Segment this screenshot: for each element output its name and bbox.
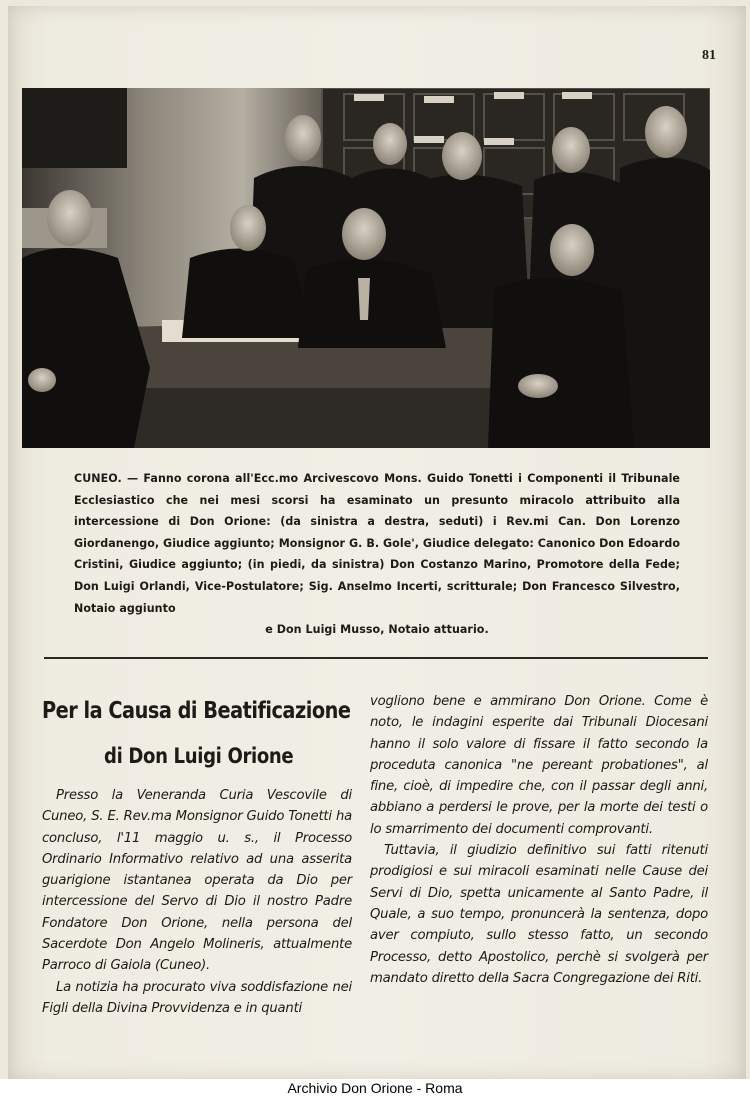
article-paragraph: Tuttavia, il giudizio definitivo sui fatti ritenuti prodigiosi e sui miracoli esaminati nelle Cause dei Servi di Dio, spetta unicamente al Santo Padre, il Quale, a suo tempo, pronuncerà la sentenza, dopo aver compiuto, sullo stesso fatto, un secondo Processo, detto Apostolico, perchè si svolgerà per mandato diretto della Sacra Congregazione dei Riti. bbox=[370, 843, 708, 986]
caption-body: CUNEO. — Fanno corona all'Ecc.mo Arcivescovo Mons. Guido Tonetti i Componenti il Tribunale Ecclesiastico che nei mesi scorsi ha esaminato un presunto miracolo attribuito alla intercessione di Don Orione: (da sinistra a destra, seduti) i Rev.mi Can. Don Lorenzo Giordanengo, Giudice aggiunto; Monsignor G. B. Gole', Giudice delegato: Canonico Don Edoardo Cristini, Giudice aggiunto; (in piedi, da sinistra) Don Costanzo Marino, Promotore della Fede; Don Luigi Orlandi, Vice-Postulatore; Sig. Anselmo Incerti, scritturale; Don Francesco Silvestro, Notaio aggiunto bbox=[74, 472, 680, 615]
tribunal-group-photo bbox=[22, 88, 710, 448]
article-paragraph-continued: vogliono bene e ammirano Don Orione. Come è noto, le indagini esperite dai Tribunali Diocesani hanno il solo valore di fissare il fatto secondo la proceduta canonica "ne pereant probationes", al fine, cioè, di impedire che, con il passar degli anni, abbiano a perdersi le prove, per la morte dei testi o lo smarrimento dei documenti comprovanti. bbox=[370, 694, 708, 837]
section-divider bbox=[44, 657, 708, 659]
photo-caption bbox=[74, 468, 680, 641]
magazine-page bbox=[8, 6, 746, 1080]
article-column-left bbox=[42, 785, 352, 1019]
archive-watermark-footer: Archivio Don Orione - Roma bbox=[0, 1079, 750, 1098]
article-title: Per la Causa di Beatificazione bbox=[42, 698, 351, 724]
article-paragraph: La notizia ha procurato viva soddisfazione nei Figli della Divina Provvidenza e in quanti bbox=[42, 979, 352, 1016]
article-paragraph: Presso la Veneranda Curia Vescovile di Cuneo, S. E. Rev.ma Monsignor Guido Tonetti ha concluso, l'11 maggio u. s., il Processo Ordinario Informativo relativo ad una asserita guarigione istantanea operata da Dio per intercessione del Servo di Dio il nostro Padre Fondatore Don Orione, nella persona del Sacerdote Don Angelo Molineris, attualmente Parroco di Gaiola (Cuneo). bbox=[42, 788, 352, 974]
caption-last-line: e Don Luigi Musso, Notaio attuario. bbox=[265, 623, 489, 637]
page-number: 81 bbox=[702, 48, 716, 63]
article-subtitle: di Don Luigi Orione bbox=[104, 744, 294, 768]
article-column-right bbox=[370, 691, 708, 989]
